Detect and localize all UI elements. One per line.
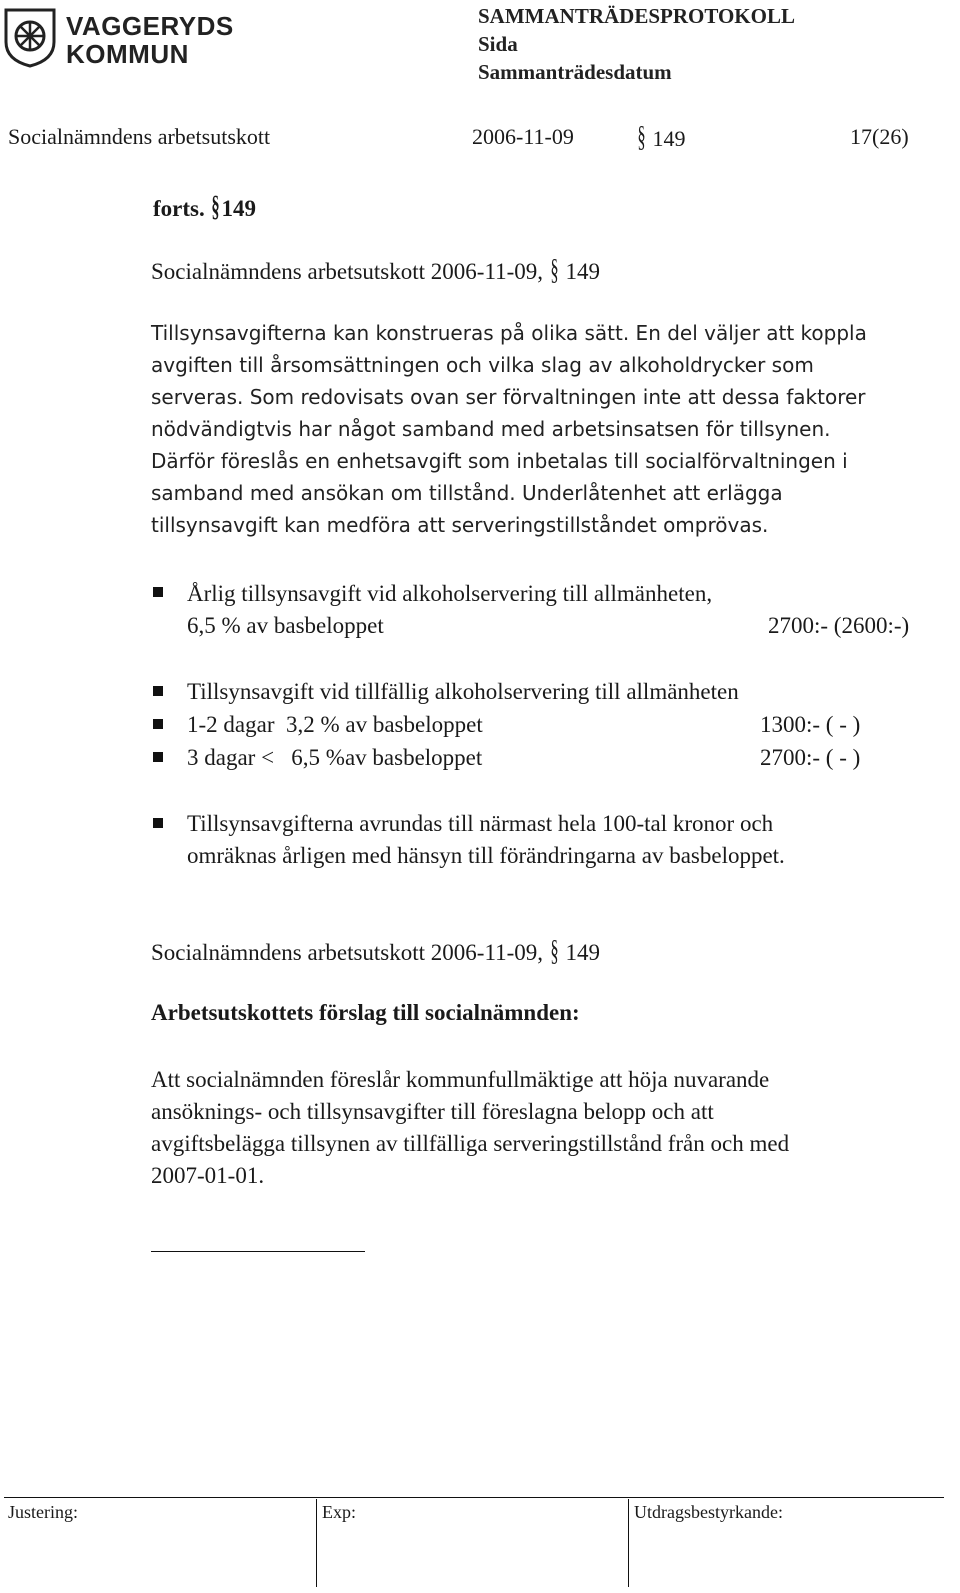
paragraph-line: samband med ansökan om tillstånd. Underlåtenhet att erlägga	[151, 481, 783, 505]
committee-name: Socialnämndens arbetsutskott	[8, 124, 271, 149]
paragraph-line: tillsynsavgift kan medföra att serveringstillståndet omprövas.	[151, 513, 769, 537]
document-type: SAMMANTRÄDESPROTOKOLL	[478, 4, 795, 28]
footer-divider	[4, 1497, 944, 1498]
meeting-reference	[151, 254, 600, 288]
continuation-heading	[153, 190, 256, 224]
footer-column-divider	[628, 1499, 629, 1587]
temporary-fee-heading: Tillsynsavgift vid tillfällig alkoholservering till allmänheten	[187, 679, 739, 704]
municipality-logo	[4, 8, 244, 68]
temporary-fee-row-2-amount: 2700:- ( - )	[760, 745, 861, 770]
exp-label: Exp:	[322, 1502, 356, 1522]
temporary-fee-row-1-amount: 1300:- ( - )	[760, 712, 861, 737]
paragraph-line: nödvändigtvis har något samband med arbetsinsatsen för tillsynen.	[151, 417, 831, 441]
closing-rule	[151, 1251, 365, 1252]
section-sign: §	[211, 190, 221, 223]
bullet-icon	[153, 686, 163, 696]
annual-fee-line-1: Årlig tillsynsavgift vid alkoholservering till allmänheten,	[187, 581, 713, 606]
logo-line-2: KOMMUN	[66, 39, 189, 69]
reference-number: 149	[565, 259, 600, 284]
section-sign: §	[550, 934, 559, 967]
proposal-line: 2007-01-01.	[151, 1163, 265, 1188]
page-label: Sida	[478, 32, 518, 56]
paragraph-line: avgiften till årsomsättningen och vilka slag av alkoholdrycker som	[151, 353, 814, 377]
paragraph-line: Tillsynsavgifterna kan konstrueras på olika sätt. En del väljer att koppla	[151, 321, 867, 345]
proposal-line: ansöknings- och tillsynsavgifter till föreslagna belopp och att	[151, 1099, 714, 1124]
proposal-heading: Arbetsutskottets förslag till socialnämnden:	[151, 1000, 580, 1025]
annual-fee-amount: 2700:- (2600:-)	[768, 613, 910, 638]
proposal-line: avgiftsbelägga tillsynen av tillfälliga serveringstillstånd från och med	[151, 1131, 790, 1156]
temporary-fee-row-2-label: 3 dagar < 6,5 %av basbeloppet	[187, 745, 483, 770]
justering-label: Justering:	[8, 1502, 78, 1522]
section-number: 149	[652, 126, 686, 151]
annual-fee-line-2: 6,5 % av basbeloppet	[187, 613, 384, 638]
proposal-line: Att socialnämnden föreslår kommunfullmäktige att höja nuvarande	[151, 1067, 770, 1092]
logo-wordmark	[66, 12, 234, 68]
reference-text: Socialnämndens arbetsutskott 2006-11-09,	[151, 259, 543, 284]
meeting-date: 2006-11-09	[472, 124, 574, 149]
logo-line-1: VAGGERYDS	[66, 11, 234, 41]
bullet-icon	[153, 752, 163, 762]
paragraph-line: serveras. Som redovisats ovan ser förvaltningen inte att dessa faktorer	[151, 385, 866, 409]
utdragsbestyrkande-label: Utdragsbestyrkande:	[634, 1502, 783, 1522]
reference-number: 149	[565, 940, 600, 965]
paragraph-line: Därför föreslås en enhetsavgift som inbetalas till socialförvaltningen i	[151, 449, 848, 473]
forts-number: 149	[221, 196, 256, 221]
date-label: Sammanträdesdatum	[478, 60, 672, 84]
bullet-icon	[153, 719, 163, 729]
rounding-line-2: omräknas årligen med hänsyn till förändringarna av basbeloppet.	[187, 843, 785, 868]
reference-text: Socialnämndens arbetsutskott 2006-11-09,	[151, 940, 543, 965]
protocol-header	[478, 2, 795, 86]
forts-label: forts.	[153, 196, 205, 221]
rounding-line-1: Tillsynsavgifterna avrundas till närmast hela 100-tal kronor och	[187, 811, 774, 836]
bullet-icon	[153, 587, 163, 597]
footer-column-divider	[316, 1499, 317, 1587]
coat-of-arms-icon	[4, 8, 56, 68]
meeting-reference	[151, 935, 600, 969]
section-reference	[636, 120, 686, 154]
temporary-fee-row-1-label: 1-2 dagar 3,2 % av basbeloppet	[187, 712, 483, 737]
fee-description-paragraph	[151, 317, 941, 541]
proposal-paragraph	[151, 1064, 941, 1192]
page-number: 17(26)	[850, 124, 909, 149]
bullet-icon	[153, 818, 163, 828]
section-sign: §	[550, 253, 559, 286]
section-sign: §	[637, 120, 646, 153]
